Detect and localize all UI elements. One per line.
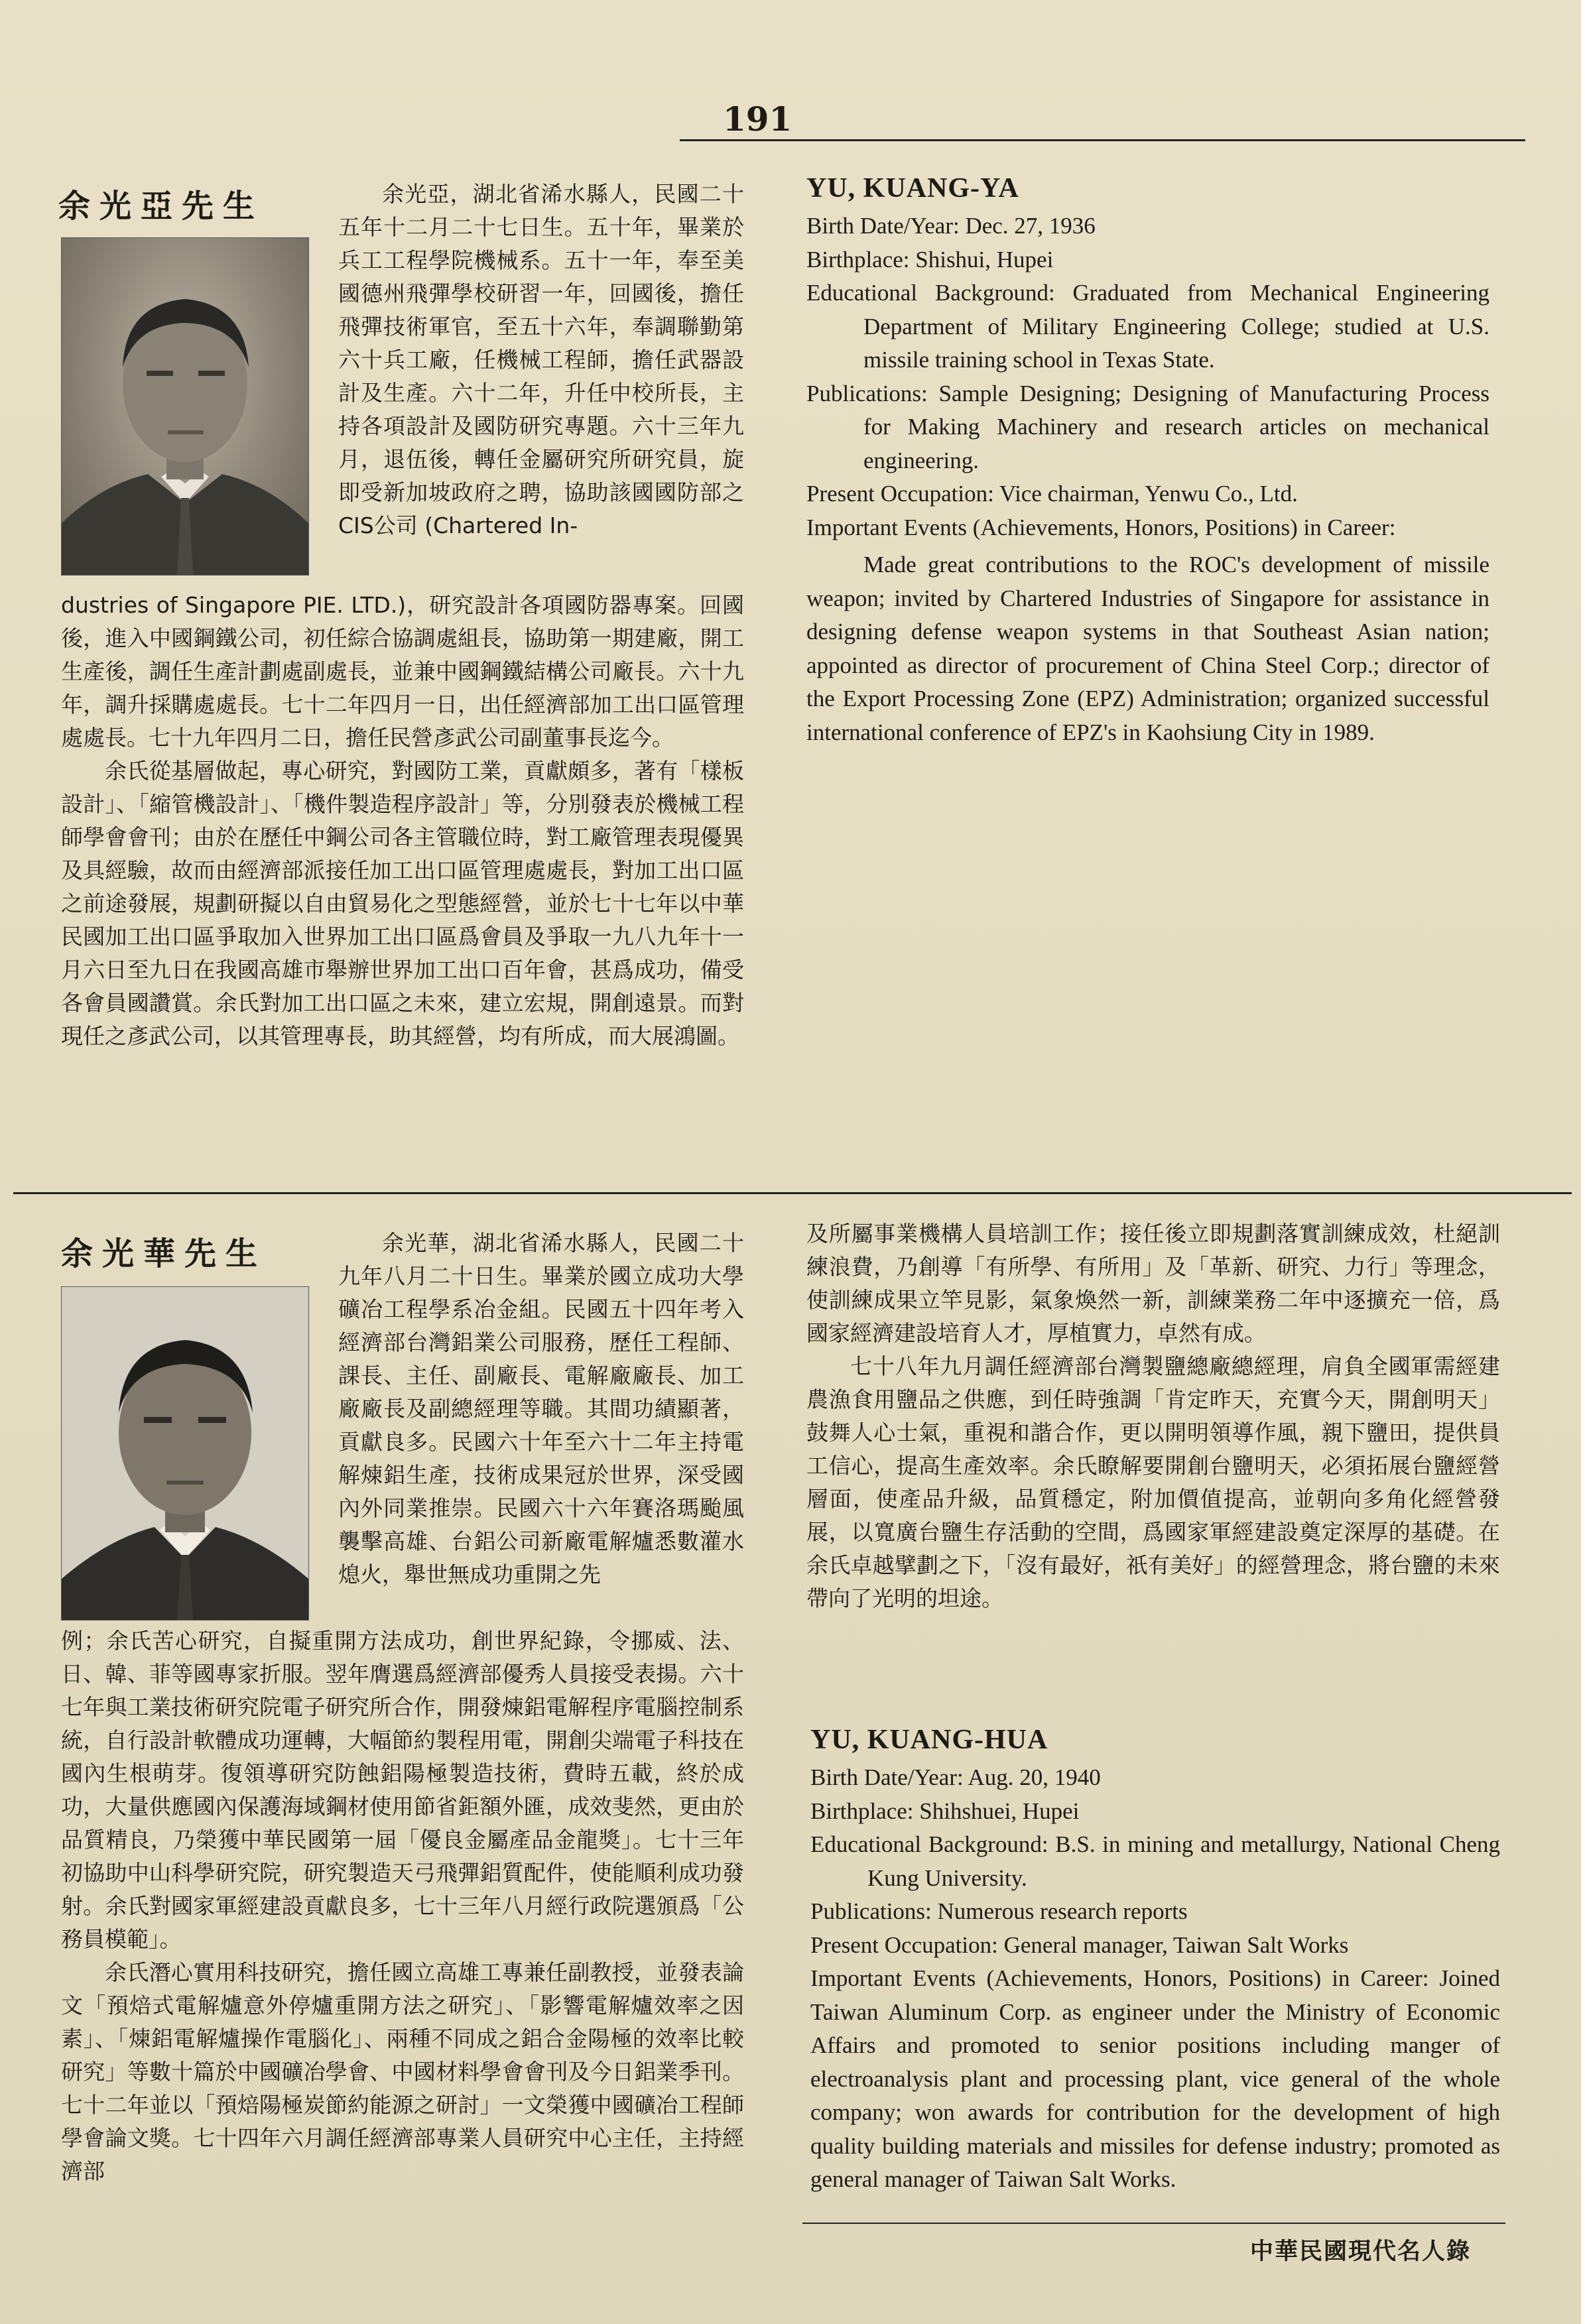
entry2-english-name: YU, KUANG-HUA [810, 1725, 1048, 1755]
entry1-chinese-bio [61, 589, 744, 1053]
entry1-chinese-bio-para2: 余氏從基層做起，專心研究，對國防工業，貢獻頗多，著有「樣板設計」、「縮管機設計」、「機件製造程序設計」等，分別發表於機械工程師學會會刊；由於在歷任中鋼公司各主管職位時，對工廠管理表現優異及具經驗，故而由經濟部派接任加工出口區管理處處長，對加工出口區之前途發展，規劃研擬以自由貿易化之型態經營，並於七十七年以中華民國加工出口區爭取加入世界加工出口區爲會員及爭取一九八九年十一月六日至九日在我國高雄市舉辦世界加工出口百年會，甚爲成功，備受各會員國讚賞。余氏對加工出口區之未來，建立宏規，開創遠景。而對現任之彥武公司，以其管理專長，助其經營，均有所成，而大展鴻圖。 [61, 758, 744, 1049]
top-rule [680, 139, 1525, 141]
entry2-occupation: Present Occupation: General manager, Taiwan Salt Works [810, 1931, 1349, 1958]
entry2-chinese-bio-wrapped [338, 1227, 744, 1591]
entry1-education: Educational Background: Graduated from Mechanical Engineering Department of Military Engineering College; studied at U.S. missile training school in Texas State. [806, 280, 1489, 373]
entry2-chinese-bio-right [806, 1217, 1500, 1615]
entry2-education: Educational Background: B.S. in mining and metallurgy, National Cheng Kung University. [810, 1831, 1500, 1891]
entry1-chinese-bio-rest: dustries of Singapore PIE. LTD.)，研究設計各項國防器專案。回國後，進入中國鋼鐵公司，初任綜合協調處組長，協助第一期建廠，開工生產後，調任生產計劃處副處長，並兼中國鋼鐵結構公司廠長。六十九年，調升採購處處長。七十二年四月一日，出任經濟部加工出口區管理處處長。七十九年四月二日，擔任民營彥武公司副董事長迄今。 [61, 592, 744, 751]
page-number: 191 [723, 99, 792, 139]
entry2-chinese-bio-para2: 余氏潛心實用科技研究，擔任國立高雄工專兼任副教授，並發表論文「預焙式電解爐意外停爐重開方法之研究」、「影響電解爐效率之因素」、「煉鋁電解爐操作電腦化」、兩種不同成之鋁合金陽極的效率比較研究」等數十篇於中國礦冶學會、中國材料學會會刊及今日鋁業季刊。七十二年並以「預焙陽極炭節約能源之研討」一文榮獲中國礦冶工程師學會論文獎。七十四年六月調任經濟部專業人員研究中心主任，主持經濟部 [61, 1959, 744, 2184]
book-title-footer: 中華民國現代名人錄 [1250, 2238, 1472, 2265]
entry1-birthplace: Birthplace: Shishui, Hupei [806, 246, 1054, 273]
entry1-birth-date: Birth Date/Year: Dec. 27, 1936 [806, 213, 1096, 239]
entry1-portrait-photo [61, 237, 309, 576]
entry2-birthplace: Birthplace: Shihshuei, Hupei [810, 1798, 1080, 1824]
entry1-chinese-bio-wrapped [338, 178, 744, 542]
entry2-publications: Publications: Numerous research reports [810, 1898, 1188, 1924]
entry1-events-heading: Important Events (Achievements, Honors, Positions) in Career: [806, 514, 1396, 540]
entry1-english-bio [806, 170, 1489, 749]
entry1-events: Made great contributions to the ROC's development of missile weapon; invited by Chartered Industries of Singapore for assistance in designing defense weapon systems in that Southeast Asian nation; appointed as director of procurement of China Steel Corp.; director of the Export Processing Zone (EPZ) Administration; organized successful international conference of EPZ's in Kaohsiung City in 1989. [806, 552, 1489, 745]
entry2-events: Important Events (Achievements, Honors, Positions) in Career: Joined Taiwan Aluminum Corp. as engineer under the Ministry of Economic Affairs and promoted to senior positions including manger of electroanalysis plant and processing plant, vice general of the whole company; won awards for contribution for the development of high quality building materials and missiles for defense industry; promoted as general manager of Taiwan Salt Works. [810, 1965, 1500, 2192]
entry1-chinese-name: 余光亞先生 [58, 188, 265, 225]
middle-rule [13, 1192, 1572, 1194]
entry2-portrait-photo [61, 1286, 309, 1621]
entry2-chinese-bio-top: 余光華，湖北省浠水縣人，民國二十九年八月二十日生。畢業於國立成功大學礦冶工程學系冶金組。民國五十四年考入經濟部台灣鋁業公司服務，歷任工程師、課長、主任、副廠長、電解廠廠長、加工廠廠長及副總經理等職。其間功績顯著，貢獻良多。民國六十年至六十二年主持電解煉鋁生產，技術成果冠於世界，深受國內外同業推崇。民國六十六年賽洛瑪颱風襲擊高雄、台鋁公司新廠電解爐悉數灌水熄火，舉世無成功重開之先 [338, 1230, 744, 1587]
entry2-chinese-bio-rest: 例；余氏苦心研究，自擬重開方法成功，創世界紀錄，令挪威、法、日、韓、菲等國專家折服。翌年膺選爲經濟部優秀人員接受表揚。六十七年與工業技術研究院電子研究所合作，開發煉鋁電解程序電腦控制系統，自行設計軟體成功運轉，大幅節約製程用電，開創尖端電子科技在國內生根萌芽。復領導研究防蝕鋁陽極製造技術，費時五載，終於成功，大量供應國內保護海域鋼材使用節省鉅額外匯，成效斐然，更由於品質精良，乃榮獲中華民國第一屆「優良金屬產品金龍獎」。七十三年初協助中山科學研究院，研究製造天弓飛彈鋁質配件，使能順利成功發射。余氏對國家軍經建設貢獻良多，七十三年八月經行政院選頒爲「公務員模範」。 [61, 1628, 744, 1952]
entry2-chinese-bio-left [61, 1624, 744, 2188]
entry1-occupation: Present Occupation: Vice chairman, Yenwu Co., Ltd. [806, 481, 1298, 507]
entry1-publications: Publications: Sample Designing; Designing of Manufacturing Process for Making Machinery and research articles on mechanical engineering. [806, 380, 1489, 473]
entry2-chinese-bio-right-para1: 及所屬事業機構人員培訓工作；接任後立即規劃落實訓練成效，杜絕訓練浪費，乃創導「有所學、有所用」及「革新、研究、力行」等理念，使訓練成果立竿見影，氣象煥然一新，訓練業務二年中逐擴充一倍，爲國家經濟建設培育人才，厚植實力，卓然有成。 [806, 1221, 1500, 1346]
entry2-chinese-bio-right-para2: 七十八年九月調任經濟部台灣製鹽總廠總經理，肩負全國軍需經建農漁食用鹽品之供應，到任時強調「肯定昨天，充實今天，開創明天」鼓舞人心士氣，重視和諧合作，更以開明領導作風，親下鹽田，提供員工信心，提高生產效率。余氏瞭解要開創台鹽明天，必須拓展台鹽經營層面，使產品升級，品質穩定，附加價值提高，並朝向多角化經營發展，以寬廣台鹽生存活動的空間，爲國家軍經建設奠定深厚的基礎。在余氏卓越擘劃之下，「沒有最好，祇有美好」的經營理念，將台鹽的未來帶向了光明的坦途。 [806, 1353, 1500, 1611]
entry1-english-name: YU, KUANG-YA [806, 173, 1019, 204]
entry2-birth-date: Birth Date/Year: Aug. 20, 1940 [810, 1764, 1101, 1790]
bottom-rule [802, 2223, 1505, 2224]
entry2-chinese-name: 余光華先生 [61, 1235, 267, 1272]
entry1-chinese-bio-top: 余光亞，湖北省浠水縣人，民國二十五年十二月二十七日生。五十年，畢業於兵工工程學院機械系。五十一年，奉至美國德州飛彈學校研習一年，回國後，擔任飛彈技術軍官，至五十六年，奉調聯勤第六十兵工廠，任機械工程師，擔任武器設計及生產。六十二年，升任中校所長，主持各項設計及國防研究專題。六十三年九月，退伍後，轉任金屬研究所研究員，旋即受新加坡政府之聘，協助該國國防部之 CIS公司 (Chartered In- [338, 181, 744, 538]
entry2-english-bio [810, 1721, 1500, 2197]
